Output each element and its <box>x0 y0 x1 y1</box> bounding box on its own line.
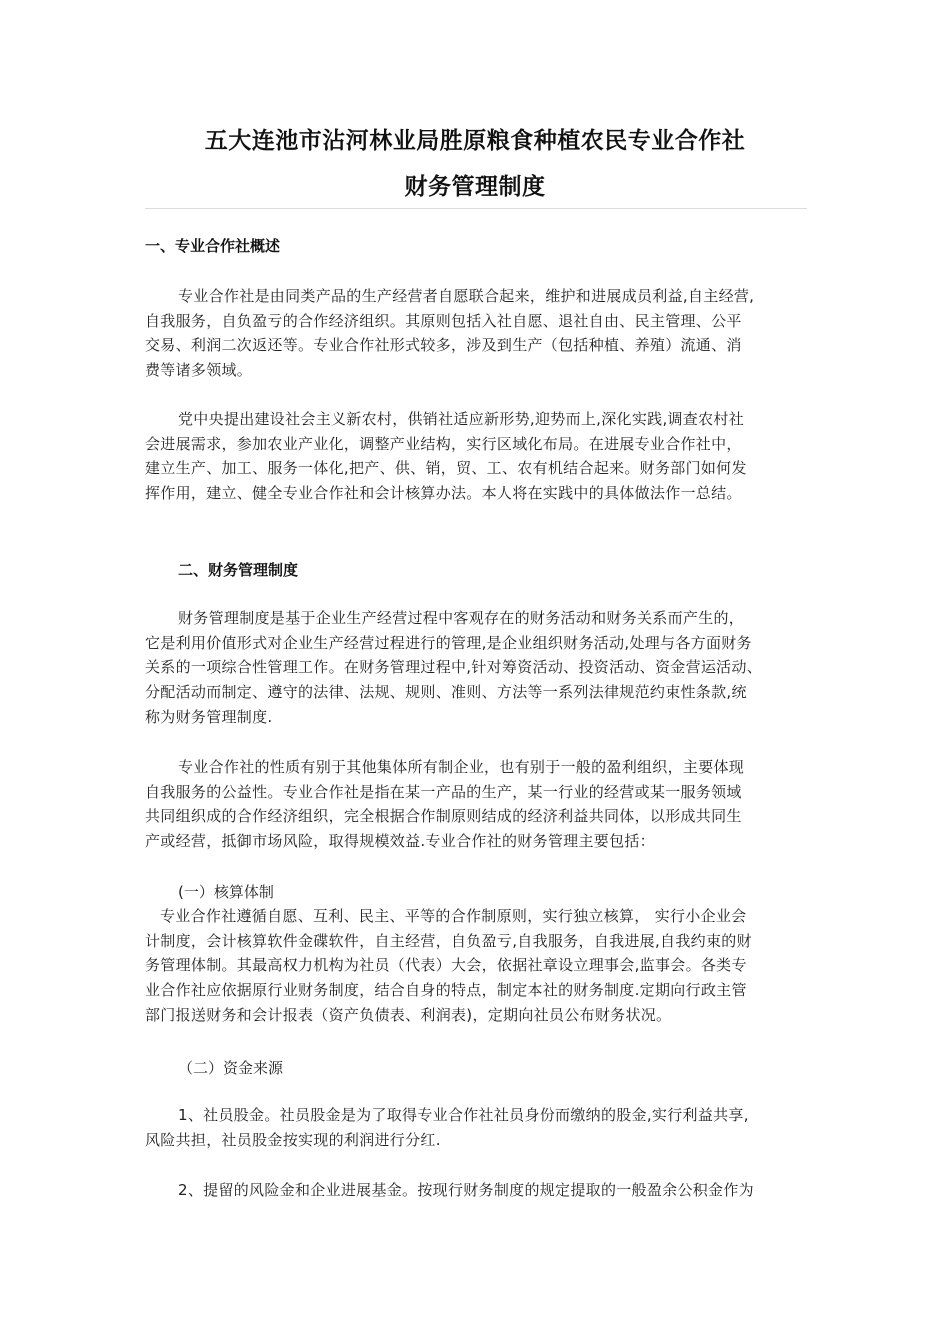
text-line: 称为财务管理制度. <box>145 707 273 726</box>
paragraph <box>145 1103 813 1152</box>
subsection-heading-accounting: (一）核算体制 <box>178 883 274 901</box>
text-line: 党中央提出建设社会主义新农村，供销社适应新形势,迎势而上,深化实践,调查农村社 <box>178 410 745 428</box>
paragraph <box>145 606 813 730</box>
text-line: 1、社员股金。社员股金是为了取得专业合作社社员身份而缴纳的股金,实行利益共享, <box>178 1106 749 1124</box>
text-line: 自我服务的公益性。专业合作社是指在某一产品的生产，某一行业的经营或某一服务领域 <box>145 782 742 801</box>
text-line: 交易、利润二次返还等。专业合作社形式较多，涉及到生产（包括种植、养殖）流通、消 <box>145 336 742 355</box>
text-line: 分配活动而制定、遵守的法律、法规、规则、准则、方法等一系列法律规范约束性条款,统 <box>145 683 747 702</box>
paragraph <box>145 407 813 506</box>
paragraph <box>145 1178 813 1203</box>
text-line: 自我服务，自负盈亏的合作经济组织。其原则包括入社自愿、退社自由、民主管理、公平 <box>145 311 742 330</box>
text-line: 部门报送财务和会计报表（资产负债表、利润表)，定期向社员公布财务状况。 <box>145 1005 672 1024</box>
text-line: 风险共担，社员股金按实现的利润进行分红. <box>145 1130 441 1149</box>
text-line: 2、提留的风险金和企业进展基金。按现行财务制度的规定提取的一般盈余公积金作为 <box>178 1181 754 1199</box>
text-line: 共同组织成的合作经济组织，完全根据合作制原则结成的经济利益共同体，以形成共同生 <box>145 807 742 826</box>
text-line: 业合作社应依据原行业财务制度，结合自身的特点，制定本社的财务制度.定期向行政主管 <box>145 981 747 1000</box>
text-line: 务管理体制。其最高权力机构为社员（代表）大会，依据社章设立理事会,监事会。各类专 <box>145 956 747 975</box>
section-heading-overview: 一、专业合作社概述 <box>145 237 281 255</box>
text-line: 它是利用价值形式对企业生产经营过程进行的管理,是企业组织财务活动,处理与各方面财务 <box>145 633 752 652</box>
text-line: 专业合作社是由同类产品的生产经营者自愿联合起来，维护和进展成员利益,自主经营, <box>178 287 755 305</box>
text-line: 挥作用，建立、健全专业合作社和会计核算办法。本人将在实践中的具体做法作一总结。 <box>145 484 742 503</box>
document-subtitle: 财务管理制度 <box>404 174 546 200</box>
text-line: 产或经营，抵御市场风险，取得规模效益.专业合作社的财务管理主要包括： <box>145 832 655 851</box>
text-line: 专业合作社遵循自愿、互利、民主、平等的合作制原则，实行独立核算， 实行小企业会 <box>160 907 747 925</box>
title-divider <box>145 208 807 209</box>
paragraph <box>145 904 813 1028</box>
text-line: 关系的一项综合性管理工作。在财务管理过程中,针对筹资活动、投资活动、资金营运活动、 <box>145 658 763 677</box>
subsection-heading-funding: （二）资金来源 <box>178 1059 284 1077</box>
paragraph <box>145 284 813 383</box>
section-heading-finance: 二、财务管理制度 <box>178 561 299 579</box>
text-line: 财务管理制度是基于企业生产经营过程中客观存在的财务活动和财务关系而产生的， <box>178 609 745 627</box>
text-line: 费等诸多领域。 <box>145 361 253 380</box>
text-line: 建立生产、加工、服务一体化,把产、供、销，贸、工、农有机结合起来。财务部门如何发 <box>145 459 747 478</box>
paragraph <box>145 755 813 854</box>
document-title: 五大连池市沾河林业局胜原粮食种植农民专业合作社 <box>204 128 746 154</box>
text-line: 会进展需求，参加农业产业化，调整产业结构，实行区域化布局。在进展专业合作社中， <box>145 434 742 453</box>
text-line: 计制度，会计核算软件金碟软件，自主经营，自负盈亏,自我服务，自我进展,自我约束的财 <box>145 931 752 950</box>
text-line: 专业合作社的性质有别于其他集体所有制企业，也有别于一般的盈利组织，主要体现 <box>178 758 745 776</box>
